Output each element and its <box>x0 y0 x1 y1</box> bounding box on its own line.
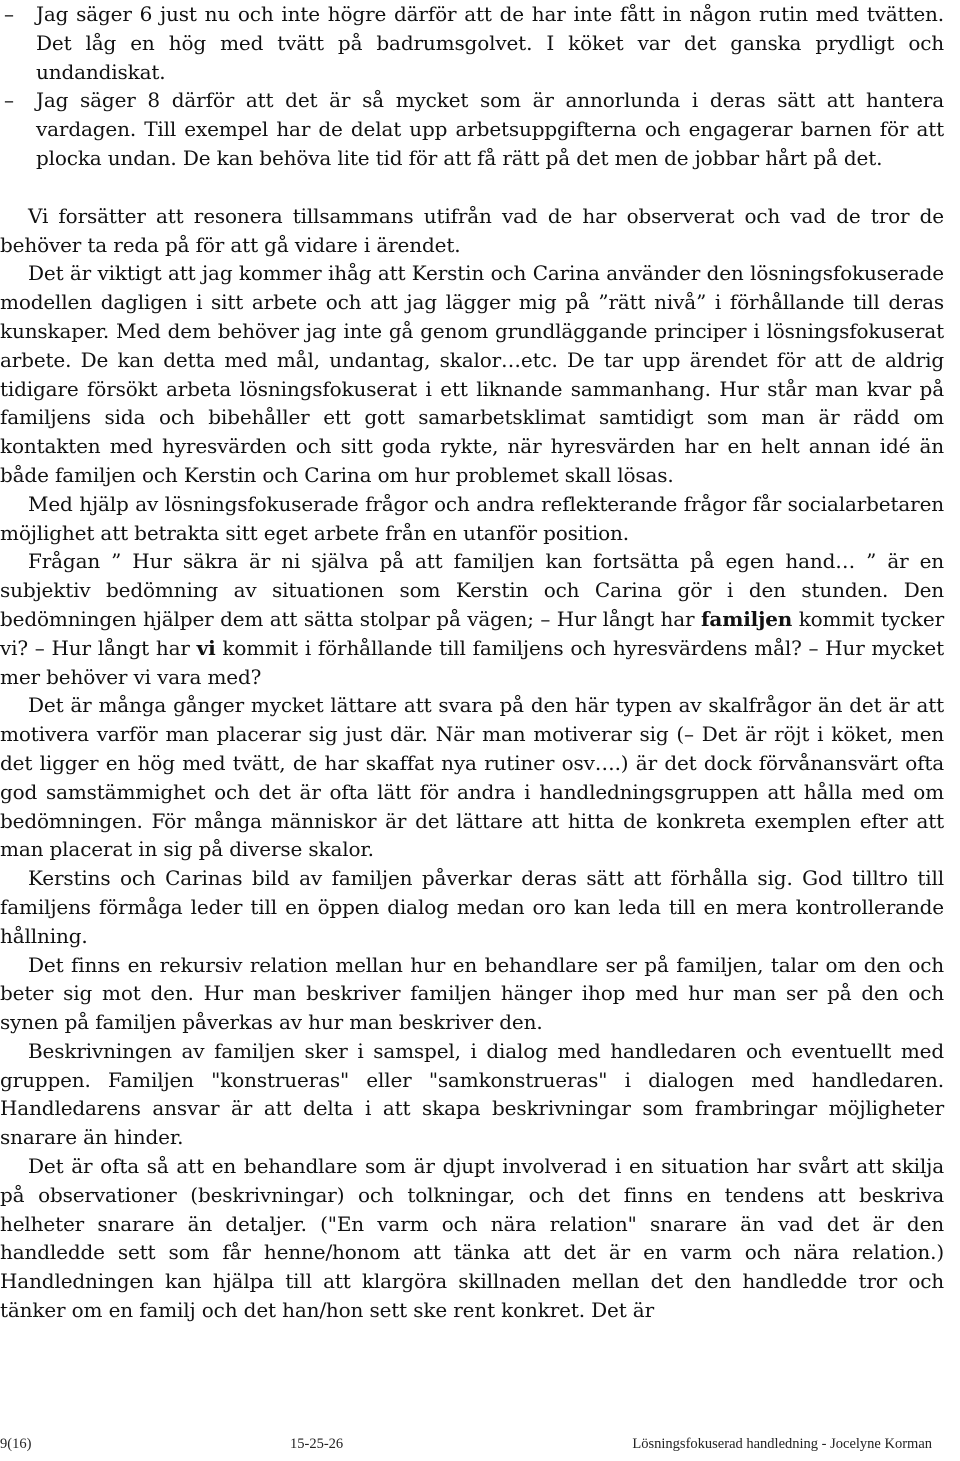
dash-bullet: – <box>4 2 14 26</box>
paragraph: Det är många gånger mycket lättare att svara på den här typen av skalfrågor än det är att motivera varför man placerar sig just där. När man motiverar sig (– Det är röjt i köket, men det ligger en hög med tvätt, de har skaffat nya rutiner osv….) är det dock förvånansvärt ofta god samstämmighet och det är ofta lätt för andra i handledningsgruppen att hålla med om bedömningen. För många människor är det lättare att hitta de konkreta exemplen efter att man placerat in sig på diverse skalor. <box>0 693 944 862</box>
paragraph-text: kommit i förhållande till familjens och hyresvärdens mål? – Hur mycket mer behöver vi vara med? <box>0 635 944 689</box>
paragraph: Det finns en rekursiv relation mellan hur en behandlare ser på familjen, talar om den och beter sig mot den. Hur man beskriver familjen hänger ihop med hur man ser på den och synen på familjen påverkas av hur man beskriver den. <box>0 952 944 1035</box>
paragraph: Det är ofta så att en behandlare som är djupt involverad i en situation har svårt att skilja på observationer (beskrivningar) och tolkningar, och det finns en tendens att beskriva helheter snarare än detaljer. ("En varm och nära relation" snarare än vad det är den handledde sett som får henne/honom att tänka att det är en varm och nära relation.) Handledningen kan hjälpa till att klargöra skillnaden mellan det den handledde tror och tänker om en familj och det han/hon sett ske rent konkret. Det är <box>0 1154 944 1323</box>
list-item <box>0 0 944 86</box>
paragraph: Vi forsätter att resonera tillsammans utifrån vad de har observerat och vad de tror de behöver ta reda på för att gå vidare i ärendet. <box>0 203 944 257</box>
list-item <box>0 86 944 172</box>
dash-bullet: – <box>4 88 14 113</box>
paragraph <box>0 547 944 691</box>
bullet-list <box>0 0 944 173</box>
paragraph: Kerstins och Carinas bild av familjen påverkar deras sätt att förhålla sig. God tilltro till familjens förmåga leder till en öppen dialog medan oro kan leda till en mera kontrollerande hållning. <box>0 866 944 948</box>
page-number: 9(16) <box>0 1436 32 1452</box>
paragraph: Med hjälp av lösningsfokuserade frågor och andra reflekterande frågor får socialarbetaren möjlighet att betrakta sitt eget arbete från en utanför position. <box>0 491 944 545</box>
paragraph: Beskrivningen av familjen sker i samspel, i dialog med handledaren och eventuellt med gruppen. Familjen "konstrueras" eller "samkonstrueras" i dialogen med handledaren. Handledarens ansvar är att delta i att skapa beskrivningar som frambringar möjligheter snarare än hinder. <box>0 1038 944 1150</box>
paragraph-text: Frågan ” Hur säkra är ni själva på att familjen kan fortsätta på egen hand… ” är en subjektiv bedömning av situationen som Kerstin och Carina gör i den stunden. Den bedömningen hjälper dem att sätta stolpar på vägen; – Hur långt har <box>0 549 944 631</box>
emphasis-familjen: familjen <box>700 606 793 631</box>
paragraph-text: kommit tycker vi? – Hur långt har <box>0 606 944 660</box>
emphasis-vi: vi <box>196 635 216 660</box>
footer-date: 15-25-26 <box>290 1436 344 1452</box>
page-footer <box>0 1436 960 1456</box>
paragraph: Det är viktigt att jag kommer ihåg att Kerstin och Carina använder den lösningsfokuserade modellen dagligen i sitt arbete och att jag lägger mig på ”rätt nivå” i förhållande till deras kunskaper. Med dem behöver jag inte gå genom grundläggande principer i lösningsfokuserat arbete. De kan detta med mål, undantag, skalor…etc. De tar upp ärendet för att de aldrig tidigare försökt arbeta lösningsfokuserat i ett liknande sammanhang. Hur står man kvar på familjens sida och bibehåller ett gott samarbetsklimat samtidigt som man är rädd om kontakten med hyresvärden och sitt goda rykte, när hyresvärden har en helt annan idé än både familjen och Kerstin och Carina om hur problemet skall lösas. <box>0 261 944 487</box>
footer-title: Lösningsfokuserad handledning - Jocelyne Korman <box>632 1436 932 1452</box>
list-item-text: Jag säger 6 just nu och inte högre därför att de har inte fått in någon rutin med tvätten. Det låg en hög med tvätt på badrumsgolvet. I köket var det ganska prydligt och undandiskat. <box>36 2 944 84</box>
list-item-text: Jag säger 8 därför att det är så mycket som är annorlunda i deras sätt att hantera vardagen. Till exempel har de delat upp arbetsuppgifterna och engagerar barnen för att plocka undan. De kan behöva lite tid för att få rätt på det men de jobbar hårt på det. <box>36 88 944 170</box>
